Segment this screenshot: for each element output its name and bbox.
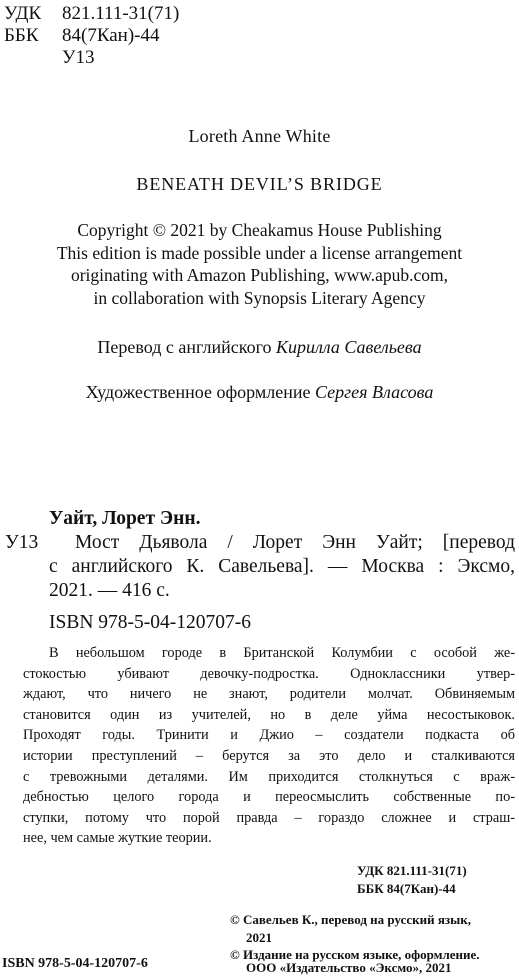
footer-isbn: ISBN 978-5-04-120707-6 [2, 956, 148, 971]
footer-copyright-edition: © Издание на русском языке, оформление. [230, 947, 480, 963]
annotation-line: ступки, потому что порой правда – гораздо сложнее и страш- [23, 809, 515, 826]
copyright-line: This edition is made possible under a license arrangement [56, 242, 463, 263]
bibliographic-line-1-wrap [75, 532, 515, 554]
author-mark-top: У13 [62, 47, 95, 68]
bibliographic-line-2-wrap [49, 556, 515, 578]
design-credit [0, 382, 519, 403]
annotation-line: становится один из учителей, но в деле уйма несостыковок. [23, 706, 515, 723]
bibliographic-isbn: ISBN 978-5-04-120707-6 [49, 612, 252, 633]
annotation-line: нее, чем самые жуткие теории. [23, 830, 212, 847]
bbk-value: 84(7Кан)-44 [62, 25, 160, 46]
footer-copyright-translation-year: 2021 [246, 929, 272, 945]
udk-value: 821.111-31(71) [62, 3, 180, 24]
stamp-udk: УДК 821.111-31(71) [357, 863, 467, 878]
copyright-line: in collaboration with Synopsis Literary Agency [93, 287, 426, 308]
original-author: Loreth Anne White [188, 126, 331, 146]
annotation-line: В небольшом городе в Британской Колумбии с особой же- [49, 645, 515, 661]
bbk-label: ББК [4, 25, 39, 46]
bibliographic-line: Мост Дьявола / Лорет Энн Уайт; [перевод [75, 532, 515, 553]
designer-name: Сергея Власова [315, 382, 434, 402]
original-title: BENEATH DEVIL’S BRIDGE [136, 174, 383, 194]
translation-credit [0, 337, 519, 358]
annotation-line: ждают, что ничего не знают, родители молчат. Обвиняемым [23, 686, 515, 703]
bibliographic-line: 2021. — 416 с. [49, 580, 170, 601]
annotation-line: истории преступлений – берутся за это дело и сталкиваются [23, 747, 515, 764]
translation-prefix: Перевод с английского [97, 337, 272, 357]
annotation [23, 643, 515, 849]
stamp-bbk: ББК 84(7Кан)-44 [357, 881, 456, 896]
annotation-line: Проходят годы. Тринити и Джио – создатели подкаста об [23, 727, 515, 744]
copyright-line: Copyright © 2021 by Cheakamus House Publishing [77, 220, 442, 240]
design-prefix: Художественное оформление [85, 382, 311, 402]
footer-copyright-publisher: ООО «Издательство «Эксмо», 2021 [246, 960, 452, 975]
annotation-line: стокостью убивают девочку-подростка. Одноклассники утвер- [23, 665, 515, 682]
bibliographic-line: с английского К. Савельева]. — Москва : Эксмо, [49, 556, 515, 577]
translator-name: Кирилла Савельева [276, 337, 422, 357]
footer-copyright-translation: © Савельев К., перевод на русский язык, [230, 912, 471, 927]
annotation-line: с тревожными деталями. Им приходится столкнуться с враж- [23, 768, 515, 785]
author-mark: У13 [5, 532, 39, 553]
bibliographic-heading: Уайт, Лорет Энн. [49, 508, 201, 529]
annotation-line: дебностью целого города и переосмыслить собственные по- [23, 789, 515, 806]
copyright-line: originating with Amazon Publishing, www.apub.com, [70, 265, 449, 285]
udk-label: УДК [4, 3, 42, 24]
